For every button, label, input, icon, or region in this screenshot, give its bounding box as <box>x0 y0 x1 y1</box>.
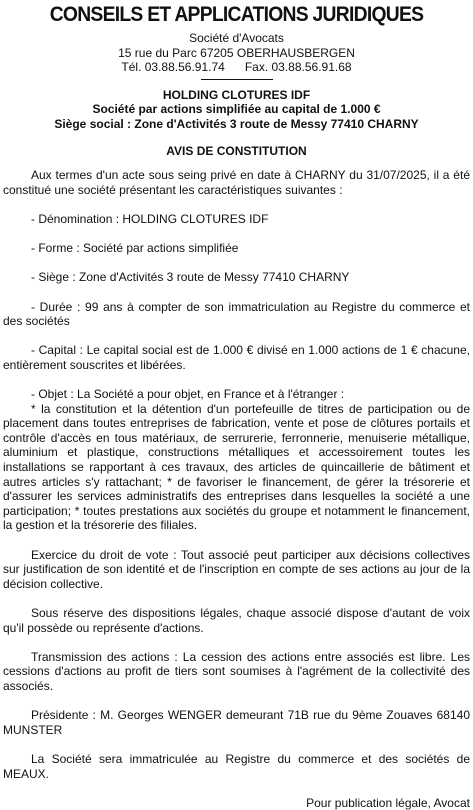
notice-siege: - Siège : Zone d'Activités 3 route de Messy 77410 CHARNY <box>31 270 350 285</box>
notice-objet-body: * la constitution et la détention d'un portefeuille de titres de participation ou de placement dans toutes entreprises de fabrication, vente et pose de clôtures portails et contrôle d'accès en tous matériaux, de serrurerie, ferronnerie, menuiserie métallique, aluminium et plastique, constructions métalliques et accessoirement toutes les installations se rapportant à ces travaux, des articles de quincaillerie de bâtiment et autres articles s'y rattachant; * de favoriser le financement, de gérer la trésorerie et d'assurer les services administratifs des entreprises dans lesquelles la société a une participation; * toutes prestations aux sociétés du groupe et notamment le financement, la gestion et la trésorerie des filiales. <box>3 401 470 533</box>
firm-name: Société d'Avocats <box>189 31 284 45</box>
notice-presidente: Présidente : M. Georges WENGER demeurant 71B rue du 9ème Zouaves 68140 MUNSTER <box>3 708 470 737</box>
notice-heading: AVIS DE CONSTITUTION <box>166 143 307 158</box>
firm-address: 15 rue du Parc 67205 OBERHAUSBERGEN <box>118 45 355 60</box>
publication-footer: Pour publication légale, Avocat <box>306 795 470 810</box>
notice-capital: - Capital : Le capital social est de 1.000 € divisé en 1.000 actions de 1 € chacune, entièrement souscrites et libérées. <box>3 343 470 372</box>
notice-objet-intro: - Objet : La Société a pour objet, en France et à l'étranger : <box>31 387 345 402</box>
notice-forme: - Forme : Société par actions simplifiée <box>31 241 239 256</box>
notice-denomination: - Dénomination : HOLDING CLOTURES IDF <box>31 211 269 226</box>
company-seat: Siège social : Zone d'Activités 3 route de Messy 77410 CHARNY <box>54 116 419 131</box>
notice-immatriculation: La Société sera immatriculée au Registre du commerce et des sociétés de MEAUX. <box>3 751 470 781</box>
notice-reserve: Sous réserve des dispositions légales, chaque associé dispose d'autant de voix qu'il possède ou représente d'actions. <box>3 605 470 635</box>
notice-vote: Exercice du droit de vote : Tout associé peut participer aux décisions collectives sur justification de son identité et de l'inscription en compte de ses actions au jour de la décision collective. <box>3 547 470 591</box>
notice-transmission: Transmission des actions : La cession des actions entre associés est libre. Les cessions d'actions au profit de tiers sont soumises à l'agrément de la collectivité des associés. <box>3 649 470 693</box>
notice-intro: Aux termes d'un acte sous seing privé en date à CHARNY du 31/07/2025, il a été constitué une société présentant les caractéristiques suivantes : <box>3 168 470 197</box>
company-block <box>3 88 470 132</box>
firm-header <box>3 31 470 75</box>
header-divider <box>201 79 273 80</box>
firm-title: CONSEILS ET APPLICATIONS JURIDIQUES <box>49 3 424 26</box>
firm-contact: Tél. 03.88.56.91.74 Fax. 03.88.56.91.68 <box>121 60 352 75</box>
company-name: HOLDING CLOTURES IDF <box>162 87 311 102</box>
notice-duree: - Durée : 99 ans à compter de son immatriculation au Registre du commerce et des sociétés <box>3 299 470 329</box>
company-form: Société par actions simplifiée au capital de 1.000 € <box>92 102 381 117</box>
